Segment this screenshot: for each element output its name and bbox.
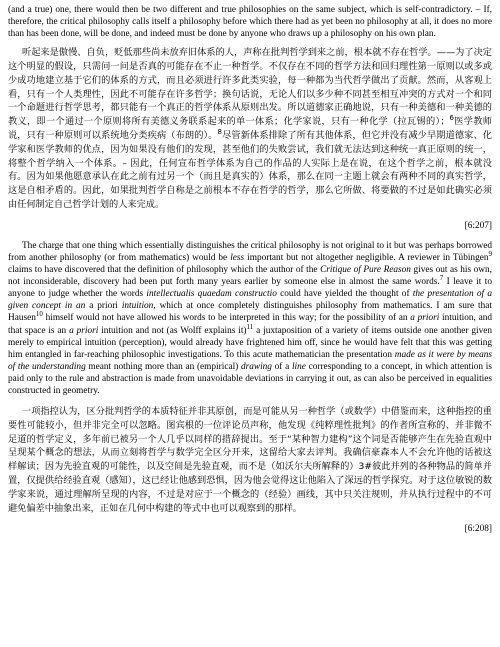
footnote-ref: 7 <box>439 274 444 283</box>
emphasis: less <box>230 252 245 263</box>
text-run: 听起来是傲慢、自负，贬低那些尚未放弃旧体系的人，声称在批判哲学到来之前，根本就不存在哲学。——为了决定这个明显的假设，只需问一问是否真的可能存在不止一种哲学。不仅存在不同的哲学方法和回归理性第一原则以或多或少成功地建立基于它们的体系的方式，而且必须进行许多此类实验，每一种都为当代哲学做出了贡献。然而，从客观上看，只有一个人类理性，因此不可能存在许多哲学；换句话说，无论人们以多少种不同甚至相互冲突的方式对一个和同一个命题进行哲学思考，都只能有一个真正的哲学体系从原则出发。所以道德家正确地说，只有一种美德和一种美德的教义，即一个通过一个原则将所有美德义务联系起来的单一体系；化学家说，只有一种化学（拉瓦锡的）； <box>8 47 492 128</box>
emphasis: the presentation of a given concept in an <box>8 289 493 312</box>
text-run: a juxtaposition of a variety of items outside one another given merely to empirical intuition (perception), would already have frightened him off, since he would have felt that this was getting him entangled in far-reaching philosophic investigations. To this acute mathematician the presentation <box>8 325 493 360</box>
page-reference: [6:207] <box>464 220 492 231</box>
footnote-ref: 8 <box>217 128 222 136</box>
emphasis: a priori <box>410 313 440 324</box>
footnote-ref: 6 <box>449 114 454 123</box>
emphasis: intellectualis quaedam constructio <box>146 289 277 300</box>
text-run: important but not altogether negligible. A reviewer in Tübingen <box>244 252 489 263</box>
emphasis: intuition, <box>121 301 156 312</box>
paragraph-english-2 <box>8 240 492 397</box>
footnote-ref: 10 <box>35 310 43 319</box>
text-run: 一项指控认为，区分批判哲学的本质特征并非其原创，而是可能从另一种哲学（或数学）中借鉴而来，这种指控的重要性可能较小，但并非完全可以忽略。图宾根的一位评论员声称，他发现《纯粹理性批判》的作者所宣称的、并非微不足道的哲学定义，多年前已被另一个人几乎以同样的措辞提出。至于“某种智力建构”这个词是否能够产生在先验直观中呈现某个概念的想法，从而立刻将哲学与数学完全区分开来，这留给大家去评判。我确信豪森本人不会允许他的话被这样解读；因为先验直观的可能性，以及空间是先验直观，而不是（如沃尔夫所解释的）3#彼此并列的各种物品的简单并置，仅提供给经验直观（感知），这已经让他感到恐惧，因为他会觉得这让他陷入了深远的哲学探究。对于这位敏锐的数学家来说，通过理解所呈现的内容，不过是对应于一个概念的（经验）画线，其中只关注规则，并从执行过程中的不可避免偏差中抽象出来，正如在几何中构建的等式中也可以观察到的那样。 <box>8 406 492 514</box>
text-run: claims to have discovered that the definition of philosophy which the author of the <box>8 265 321 276</box>
paragraph-english-1 <box>8 4 492 40</box>
emphasis: a priori <box>69 325 99 336</box>
text-run: could have yielded the thought of <box>276 289 413 300</box>
text-run: 医学教师说，只有一种原则可以系统地分类疾病（布朗的）。 <box>8 116 492 142</box>
text-run: a priori <box>85 301 122 312</box>
paragraph-chinese-2 <box>8 405 492 515</box>
emphasis: line <box>291 361 306 372</box>
text-run: (and a true) one, there would then be two different and true philosophies on the same subject, which is self-contradictory. – If, therefore, the critical philosophy calls itself a philosophy before which there had as yet been no philosophy at all, it does no more than has been done, will be done, and indeed must be done by anyone who draws up a philosophy on his own plan. <box>8 5 492 40</box>
document-page <box>8 4 492 535</box>
text-run: himself would not have allowed his words to be interpreted in this way; for the possibility of an <box>42 313 411 324</box>
text-run: meant nothing more than an (empirical) <box>85 361 241 372</box>
page-reference: [6:208] <box>464 524 492 535</box>
text-run: gives out as his own, not inconsiderable, discovery had been put forth many years earlier by someone else in almost the same words. <box>8 265 492 288</box>
text-run: corresponding to a concept, in which attention is paid only to the rule and abstraction is made from unavoidable deviations in carrying it out, as can also be perceived in equalities constructed in geometry. <box>8 361 492 396</box>
text-run: intuition, and that space is an <box>8 313 493 336</box>
text-run: I leave it to anyone to judge whether the words <box>8 277 492 300</box>
text-run: of a <box>271 361 292 372</box>
text-run: The charge that one thing which essentially distinguishes the critical philosophy is not original to it but was perhaps borrowed from another philosophy (or from mathematics) would be <box>8 240 492 263</box>
emphasis: made as it were by means of the understanding <box>8 349 492 372</box>
text-run: intuition and not (as Wolff explains it) <box>98 325 247 336</box>
text-run: which at once completely distinguishes philosophy from mathematics. I am sure that Hausen <box>8 301 492 324</box>
text-run: 尽管新体系排除了所有其他体系，但它并没有减少早期道德家、化学家和医学教师的优点，因为如果没有他们的发现，甚至他们的失败尝试，我们就无法达到这种统一真正原则的统一，将整个哲学纳入一个体系。– 因此，任何宣布哲学体系为自己的作品的人实际上是在说，在这个哲学之前，根本就没有。因为如果他愿意承认在此之前有过另一个（而且是真实的）体系，那么在同一主题上就会有两种不同的真实哲学，这是自相矛盾的。因此，如果批判哲学自称是之前根本不存在哲学的哲学，那么它所做、将要做的不过是如此确实必须由任何制定自己哲学计划的人来完成。 <box>8 130 492 211</box>
footnote-ref: 9 <box>488 249 493 258</box>
footnote-ref: 11 <box>246 322 254 331</box>
emphasis: Critique of Pure Reason <box>320 265 411 276</box>
emphasis: drawing <box>240 361 272 372</box>
paragraph-chinese-1 <box>8 46 492 212</box>
